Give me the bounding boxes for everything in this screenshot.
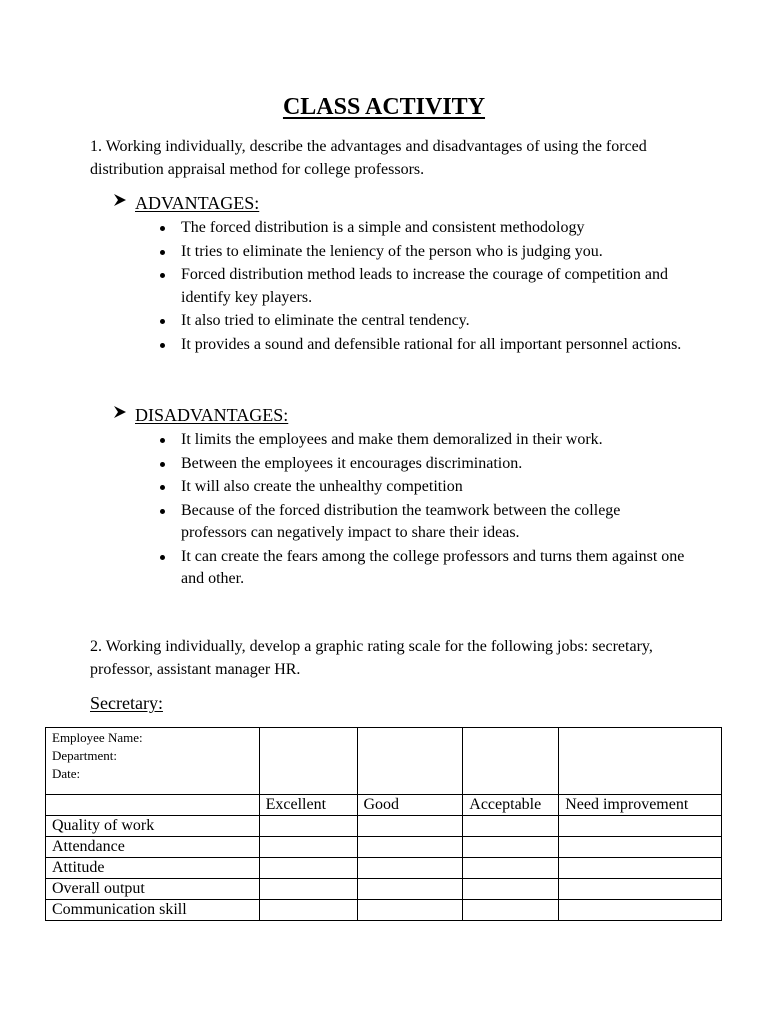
table-row bbox=[46, 728, 722, 795]
table-header-row bbox=[46, 795, 722, 816]
disadvantages-label: DISADVANTAGES: bbox=[135, 405, 289, 425]
employee-info-cell bbox=[46, 728, 260, 795]
list-item: The forced distribution is a simple and consistent methodology bbox=[158, 217, 688, 240]
disadvantages-list bbox=[158, 429, 688, 592]
question-1: 1. Working individually, describe the advantages and disadvantages of using the forced distribution appraisal method for college professors. bbox=[90, 138, 647, 178]
row-label: Overall output bbox=[46, 879, 260, 900]
bullet-icon bbox=[160, 226, 165, 231]
table-row bbox=[46, 816, 722, 837]
table-cell bbox=[259, 837, 357, 858]
bullet-icon bbox=[160, 319, 165, 324]
table-cell bbox=[463, 858, 559, 879]
row-label: Quality of work bbox=[46, 816, 260, 837]
column-header: Need improvement bbox=[559, 795, 722, 816]
bullet-icon bbox=[160, 509, 165, 514]
table-row bbox=[46, 900, 722, 921]
bullet-icon bbox=[160, 343, 165, 348]
table-cell bbox=[463, 879, 559, 900]
table-cell bbox=[357, 837, 463, 858]
bullet-icon bbox=[160, 485, 165, 490]
bullet-icon bbox=[160, 555, 165, 560]
table-cell bbox=[559, 858, 722, 879]
table-cell bbox=[559, 816, 722, 837]
list-item: It will also create the unhealthy competition bbox=[158, 476, 688, 499]
table-row bbox=[46, 858, 722, 879]
advantages-label: ADVANTAGES: bbox=[135, 193, 260, 213]
bullet-icon bbox=[160, 462, 165, 467]
table-cell bbox=[357, 816, 463, 837]
table-row bbox=[46, 879, 722, 900]
list-item: It also tried to eliminate the central tendency. bbox=[158, 310, 688, 333]
department-label: Department: bbox=[52, 748, 117, 763]
advantages-list bbox=[158, 217, 688, 357]
bullet-icon bbox=[160, 250, 165, 255]
list-item: It can create the fears among the college professors and turns them against one and other. bbox=[158, 546, 688, 591]
table-row bbox=[46, 837, 722, 858]
list-item: Forced distribution method leads to increase the courage of competition and identify key players. bbox=[158, 264, 688, 309]
table-cell bbox=[463, 837, 559, 858]
table-cell bbox=[357, 858, 463, 879]
employee-name-label: Employee Name: bbox=[52, 730, 143, 745]
table-cell bbox=[357, 728, 463, 795]
list-item: Between the employees it encourages discrimination. bbox=[158, 453, 688, 476]
table-cell bbox=[463, 816, 559, 837]
table-cell bbox=[357, 879, 463, 900]
table-cell bbox=[259, 879, 357, 900]
table-cell bbox=[259, 728, 357, 795]
row-label: Communication skill bbox=[46, 900, 260, 921]
bullet-icon bbox=[160, 273, 165, 278]
arrow-bullet-icon bbox=[113, 192, 129, 214]
column-header: Acceptable bbox=[463, 795, 559, 816]
page-title: CLASS ACTIVITY bbox=[282, 94, 486, 120]
table-cell bbox=[559, 728, 722, 795]
arrow-bullet-icon bbox=[113, 404, 129, 426]
list-item: It provides a sound and defensible rational for all important personnel actions. bbox=[158, 334, 688, 357]
secretary-heading: Secretary: bbox=[90, 693, 163, 713]
date-label: Date: bbox=[52, 766, 81, 781]
table-cell bbox=[259, 858, 357, 879]
table-cell bbox=[46, 795, 260, 816]
disadvantages-heading bbox=[113, 404, 288, 426]
list-item: It tries to eliminate the leniency of the person who is judging you. bbox=[158, 241, 688, 264]
rating-scale-table bbox=[45, 727, 722, 921]
table-cell bbox=[559, 900, 722, 921]
table-cell bbox=[259, 900, 357, 921]
table-cell bbox=[463, 900, 559, 921]
list-item: Because of the forced distribution the teamwork between the college professors can negatively impact to share their ideas. bbox=[158, 500, 688, 545]
row-label: Attitude bbox=[46, 858, 260, 879]
table-cell bbox=[463, 728, 559, 795]
table-cell bbox=[559, 837, 722, 858]
table-cell bbox=[259, 816, 357, 837]
table-cell bbox=[357, 900, 463, 921]
table-cell bbox=[559, 879, 722, 900]
advantages-heading bbox=[113, 192, 259, 214]
row-label: Attendance bbox=[46, 837, 260, 858]
question-2: 2. Working individually, develop a graphic rating scale for the following jobs: secretary, professor, assistant manager HR. bbox=[90, 638, 653, 678]
column-header: Excellent bbox=[259, 795, 357, 816]
bullet-icon bbox=[160, 438, 165, 443]
list-item: It limits the employees and make them demoralized in their work. bbox=[158, 429, 688, 452]
column-header: Good bbox=[357, 795, 463, 816]
